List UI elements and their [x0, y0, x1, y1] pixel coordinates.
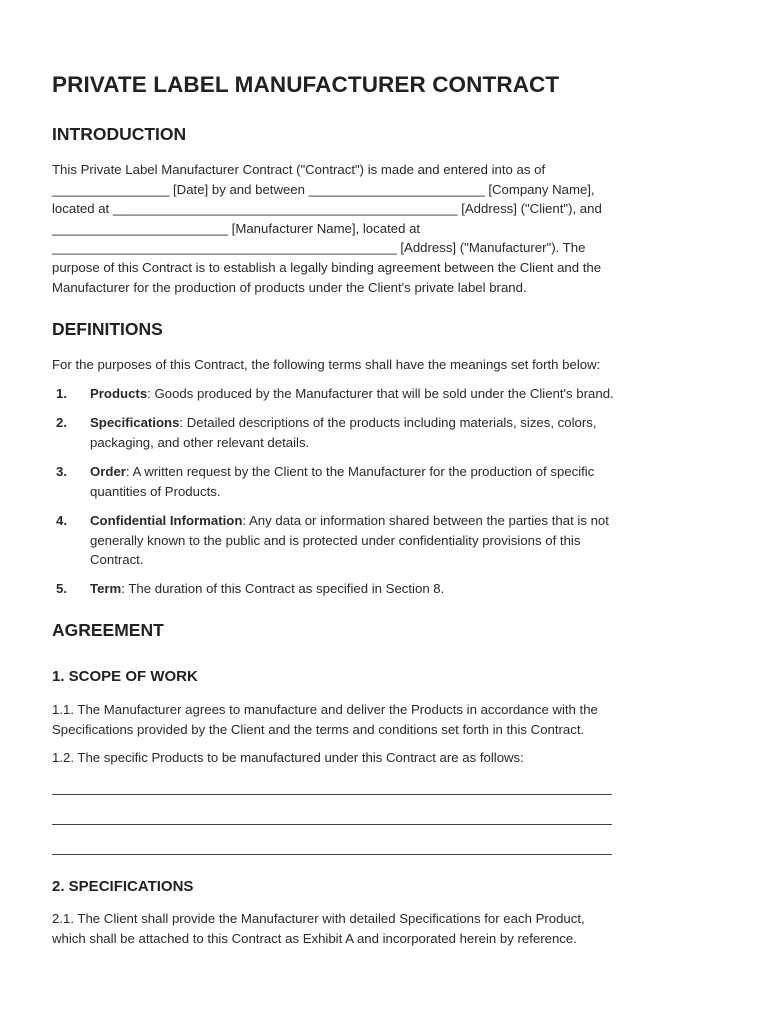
introduction-line: located at _______________________________________________ [Address] ("Client"), and [52, 201, 602, 217]
definition-text: generally known to the public and is protected under confidentiality provisions of this [90, 532, 581, 548]
specifications-line: 2.1. The Client shall provide the Manufacturer with detailed Specifications for each Product, [52, 911, 585, 926]
scope-line: Specifications provided by the Client and the terms and conditions set forth in this Contract. [52, 721, 585, 737]
definition-text: Contract. [90, 552, 144, 568]
products-blank-line[interactable] [52, 794, 612, 795]
introduction-line: ________________________ [Manufacturer Name], located at [52, 220, 421, 236]
definition-term: Confidential Information [90, 513, 243, 528]
definition-number: 1. [56, 386, 67, 401]
products-blank-line[interactable] [52, 854, 612, 855]
introduction-line: ________________ [Date] by and between ________________________ [Company Name], [52, 181, 595, 197]
definition-term: Order [90, 464, 126, 479]
definition-term: Specifications [90, 415, 180, 430]
scope-paragraph-1-2: 1.2. The specific Products to be manufactured under this Contract are as follows: [52, 750, 524, 765]
definition-term: Products [90, 386, 148, 401]
document-title: PRIVATE LABEL MANUFACTURER CONTRACT [52, 72, 560, 97]
definition-text: : Detailed descriptions of the products including materials, sizes, colors, [179, 415, 597, 430]
definitions-intro: For the purposes of this Contract, the following terms shall have the meanings set forth below: [52, 357, 601, 372]
definition-body [90, 462, 722, 501]
introduction-line: This Private Label Manufacturer Contract ("Contract") is made and entered into as of [52, 162, 546, 177]
scope-of-work-heading: 1. SCOPE OF WORK [52, 668, 198, 685]
specifications-paragraph-2-1 [52, 909, 722, 948]
definition-number: 4. [56, 513, 67, 528]
definition-text: : The duration of this Contract as specified in Section 8. [121, 581, 445, 596]
scope-line: 1.1. The Manufacturer agrees to manufacture and deliver the Products in accordance with the [52, 702, 598, 717]
definition-body [90, 511, 722, 570]
agreement-heading: AGREEMENT [52, 620, 164, 640]
definition-number: 3. [56, 464, 67, 479]
definition-text: : Any data or information shared between the parties that is not [242, 513, 609, 528]
products-blank-line[interactable] [52, 824, 612, 825]
introduction-line: Manufacturer for the production of products under the Client's private label brand. [52, 279, 527, 295]
definition-text: : A written request by the Client to the Manufacturer for the production of specific [125, 464, 595, 479]
definition-number: 5. [56, 581, 67, 596]
specifications-line: which shall be attached to this Contract as Exhibit A and incorporated herein by reference. [52, 930, 577, 946]
introduction-line: _______________________________________________ [Address] ("Manufacturer"). The [52, 240, 586, 256]
definition-number: 2. [56, 415, 67, 430]
definition-text: packaging, and other relevant details. [90, 434, 310, 450]
scope-paragraph-1-1 [52, 700, 722, 739]
definition-body [90, 384, 722, 404]
specifications-heading: 2. SPECIFICATIONS [52, 878, 194, 895]
introduction-line: purpose of this Contract is to establish a legally binding agreement between the Client and the [52, 259, 602, 275]
introduction-paragraph [52, 160, 722, 297]
introduction-heading: INTRODUCTION [52, 124, 187, 144]
definition-text: quantities of Products. [90, 483, 221, 499]
definition-term: Term [90, 581, 122, 596]
definition-body [90, 413, 722, 452]
definition-text: : Goods produced by the Manufacturer that will be sold under the Client's brand. [147, 386, 614, 401]
definition-body [90, 579, 722, 599]
definitions-heading: DEFINITIONS [52, 319, 163, 339]
